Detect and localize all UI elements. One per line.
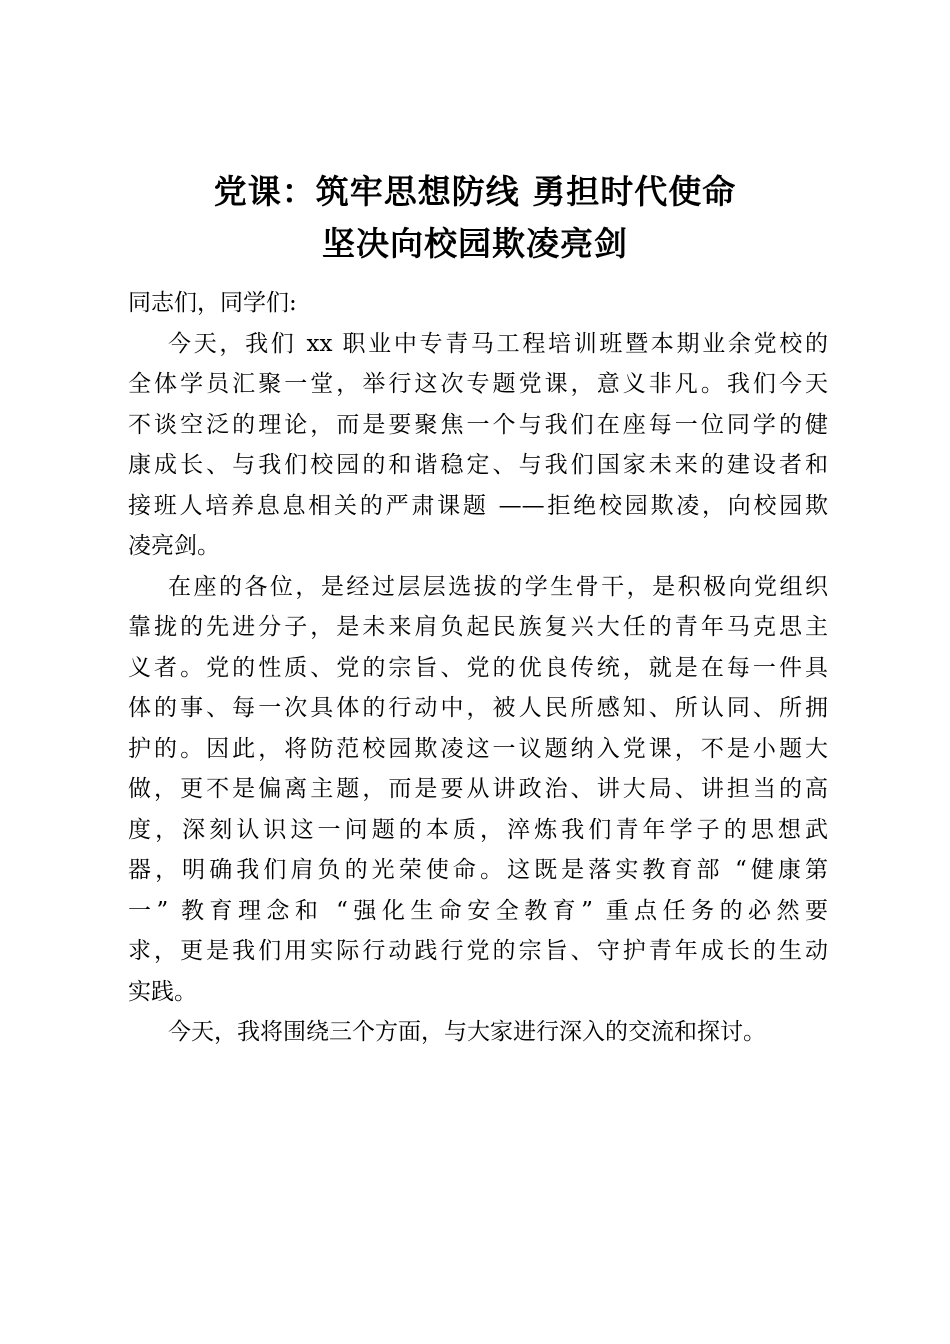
paragraph-line: 求，更是我们用实际行动践行党的宗旨、守护青年成长的生动: [128, 938, 828, 964]
paragraph-line: 做，更不是偏离主题，而是要从讲政治、讲大局、讲担当的高: [128, 776, 828, 802]
paragraph-line: 今天，我们 xx 职业中专青马工程培训班暨本期业余党校的: [168, 330, 828, 357]
document-body: [128, 283, 828, 1053]
salutation: 同志们，同学们:: [128, 290, 297, 316]
paragraph-line: 凌亮剑。: [128, 533, 220, 559]
paragraph-line: 今天，我将围绕三个方面，与大家进行深入的交流和探讨。: [168, 1019, 766, 1045]
paragraph-1: [128, 324, 828, 567]
paragraph-line: 接班人培养息息相关的严肃课题 ——拒绝校园欺凌，向校园欺: [128, 492, 828, 519]
title-line-2: 坚决向校园欺凌亮剑: [322, 224, 628, 263]
paragraph-line: 在座的各位，是经过层层选拔的学生骨干，是积极向党组织: [168, 573, 828, 600]
paragraph-line: 全体学员汇聚一堂，举行这次专题党课，意义非凡。我们今天: [128, 371, 828, 397]
paragraph-line: 义者。党的性质、党的宗旨、党的优良传统，就是在每一件具: [128, 654, 828, 681]
paragraph-line: 护的。因此，将防范校园欺凌这一议题纳入党课，不是小题大: [128, 735, 828, 762]
paragraph-line: 体的事、每一次具体的行动中，被人民所感知、所认同、所拥: [128, 695, 828, 721]
paragraph-line: 器，明确我们肩负的光荣使命。这既是落实教育部 “健康第: [128, 857, 828, 883]
paragraph-3: [128, 1012, 828, 1053]
paragraph-line: 靠拢的先进分子，是未来肩负起民族复兴大任的青年马克思主: [128, 614, 828, 640]
paragraph-line: 一” 教育理念和 “强化生命安全教育” 重点任务的必然要: [128, 897, 828, 924]
paragraph-line: 度，深刻认识这一问题的本质，淬炼我们青年学子的思想武: [128, 816, 828, 843]
title-line-1: 党课：筑牢思想防线 勇担时代使命: [213, 172, 737, 211]
paragraph-line: 康成长、与我们校园的和谐稳定、与我们国家未来的建设者和: [128, 452, 828, 478]
paragraph-2: [128, 567, 828, 1013]
paragraph-line: 不谈空泛的理论，而是要聚焦一个与我们在座每一位同学的健: [128, 411, 828, 438]
paragraph-line: 实践。: [128, 978, 197, 1005]
document-title: [0, 166, 950, 270]
